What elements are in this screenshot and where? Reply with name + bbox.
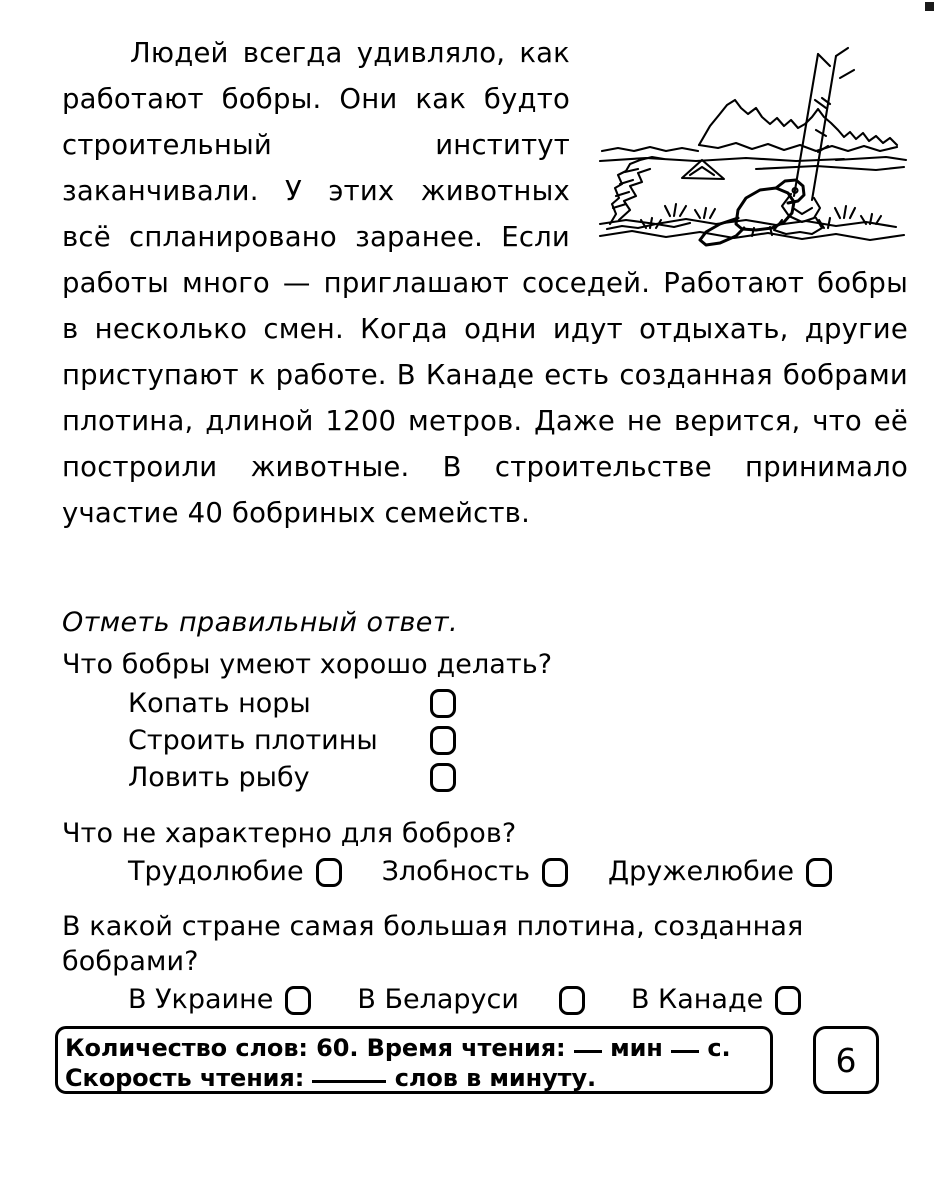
spacer: [62, 889, 922, 909]
option-row[interactable]: [128, 722, 922, 759]
option-row[interactable]: [128, 759, 922, 796]
word-count-prefix: Количество слов: 60. Время чтения:: [65, 1034, 566, 1062]
option-label: Строить плотины: [128, 724, 378, 756]
checkbox[interactable]: [316, 858, 342, 887]
instruction-text: Отметь правильный ответ.: [62, 607, 458, 638]
seconds-unit-label: с.: [707, 1034, 731, 1062]
reading-speed-suffix: слов в минуту.: [394, 1064, 597, 1092]
checkbox[interactable]: [285, 986, 311, 1015]
question-3-options: [128, 983, 922, 1017]
option-label: Трудолюбие: [128, 856, 304, 887]
question-2-text: Что не характерно для бобров?: [62, 818, 517, 849]
reading-speed-blank[interactable]: [312, 1080, 386, 1083]
minutes-blank[interactable]: [574, 1050, 602, 1053]
option-label: В Украине: [128, 984, 274, 1015]
spacer: [62, 796, 922, 816]
checkbox[interactable]: [775, 986, 801, 1015]
questions-section: [62, 606, 922, 1017]
checkbox[interactable]: [806, 858, 832, 887]
question-2-options: [128, 855, 922, 889]
option-label: В Канаде: [630, 984, 764, 1015]
page-number-badge: 6: [813, 1026, 879, 1094]
checkbox[interactable]: [430, 763, 456, 792]
reading-speed-line: [65, 1063, 770, 1093]
option-label: Ловить рыбу: [128, 761, 310, 793]
option-label: Копать норы: [128, 687, 311, 719]
option-label: В Беларуси: [357, 984, 519, 1015]
question-3-text: В какой стране самая большая плотина, созданная бобрами?: [62, 911, 804, 977]
minutes-unit-label: мин: [610, 1034, 663, 1062]
checkbox[interactable]: [430, 689, 456, 718]
corner-speck-mark: [925, 2, 934, 11]
reading-stats-box: [55, 1026, 773, 1094]
option-label: Злобность: [381, 856, 530, 887]
question-1-text: Что бобры умеют хорошо делать?: [62, 649, 553, 680]
question-1-options: [128, 685, 922, 796]
option-label: Дружелюбие: [608, 856, 794, 887]
reading-speed-prefix: Скорость чтения:: [65, 1064, 305, 1092]
checkbox[interactable]: [542, 858, 568, 887]
checkbox[interactable]: [559, 986, 585, 1015]
word-count-line: [65, 1033, 770, 1063]
option-row[interactable]: [128, 685, 922, 722]
checkbox[interactable]: [430, 726, 456, 755]
seconds-blank[interactable]: [671, 1050, 699, 1053]
beaver-gnawing-tree-illustration: [586, 38, 908, 250]
passage-paragraph: Людей всегда удивляло, как работают бобры. Они как будто строительный институт заканчивали. У этих животных всё спланировано заранее. Если работы много — приглашают соседей. Работают бобры в несколько смен. Когда одни идут отдыхать, другие приступают к работе. В Канаде есть созданная бобрами плотина, длиной 1200 метров. Даже не верится, что её построили животные. В строительстве принимало участие 40 бобриных семейств.: [62, 37, 908, 529]
reading-passage: [62, 30, 908, 536]
